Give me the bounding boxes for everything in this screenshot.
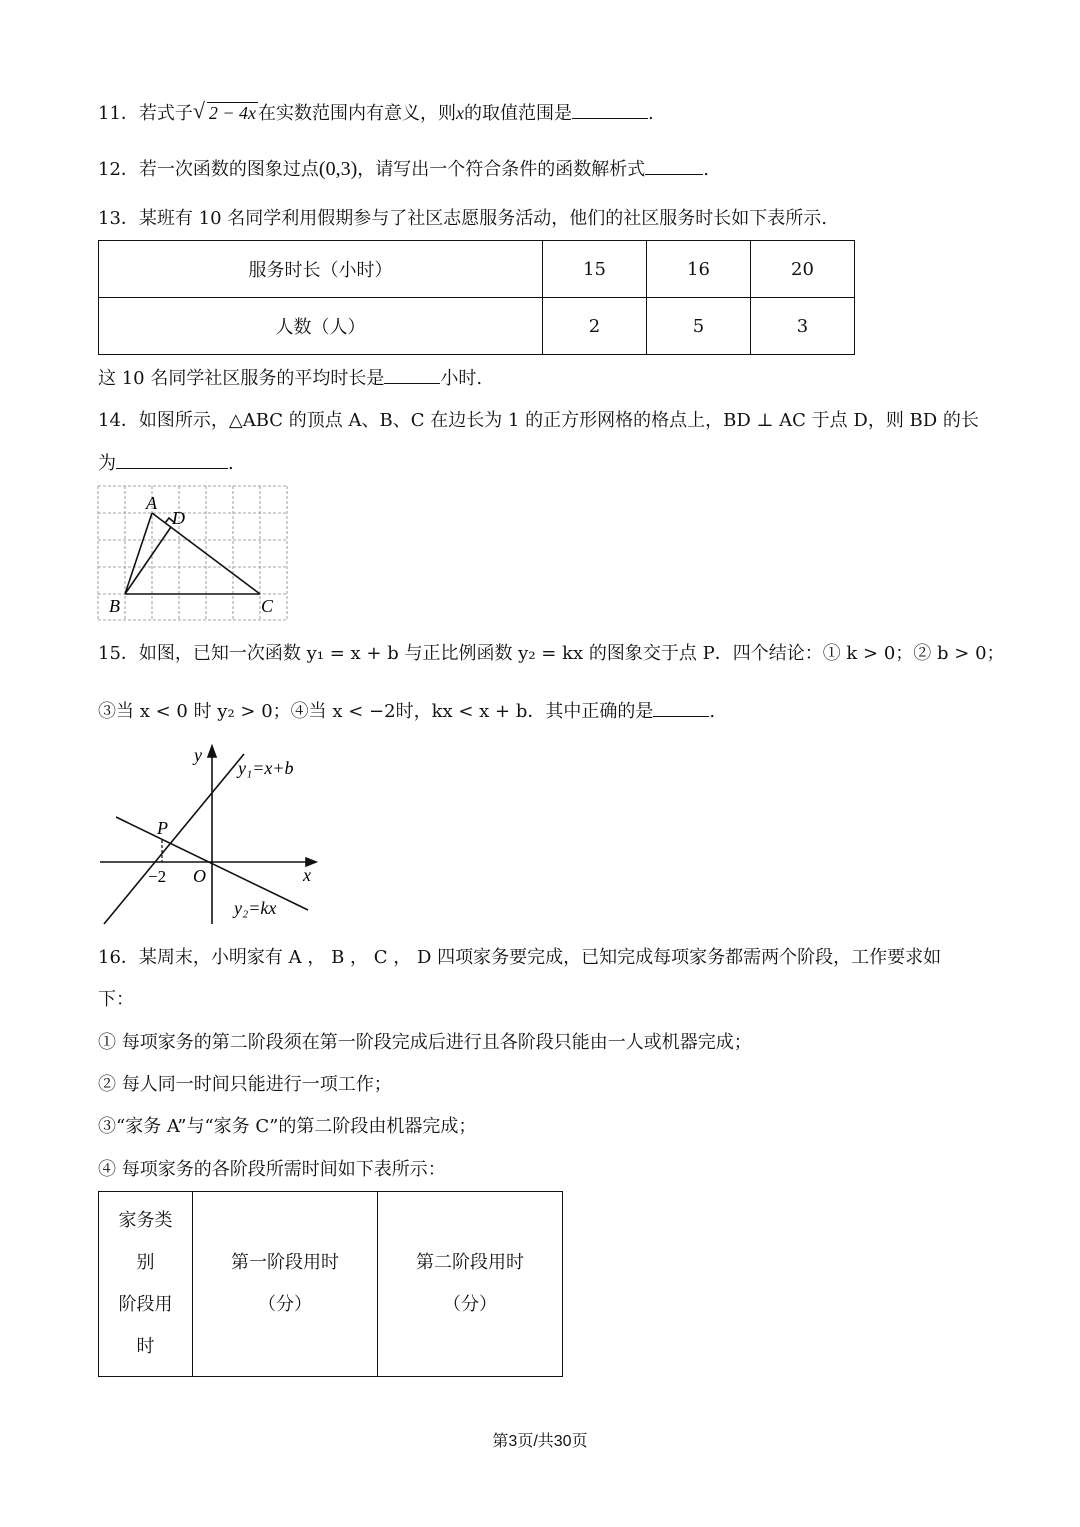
question-14-line2: 为 . bbox=[98, 450, 234, 477]
rule-item: ② 每人同一时间只能进行一项工作； bbox=[98, 1074, 392, 1095]
chores-table bbox=[98, 1191, 563, 1377]
answer-blank[interactable] bbox=[653, 698, 709, 717]
question-11: 11．若式子 √ 2 − 4x 在实数范围内有意义，则x的取值范围是 . bbox=[98, 98, 654, 124]
rule-item: ③“家务 A”与“家务 C”的第二阶段由机器完成； bbox=[98, 1116, 477, 1137]
question-16: 16．某周末，小明家有 A ， B ， C ， D 四项家务要完成，已知完成每项家务都需两个阶段，工作要求如 bbox=[98, 947, 942, 968]
segment-ab bbox=[125, 513, 152, 594]
table-cell: 20 bbox=[751, 241, 855, 298]
y-axis-arrow bbox=[208, 746, 216, 757]
answer-blank[interactable] bbox=[384, 365, 440, 384]
triangle-grid-figure bbox=[96, 484, 290, 624]
question-number: 15． bbox=[98, 643, 139, 664]
sqrt-expression: √ 2 − 4x bbox=[192, 98, 257, 123]
label-b: B bbox=[109, 596, 120, 616]
question-number: 13． bbox=[98, 208, 139, 229]
function-graph-figure bbox=[96, 742, 326, 928]
answer-blank[interactable] bbox=[645, 156, 703, 175]
answer-blank[interactable] bbox=[116, 450, 228, 469]
segment-bd bbox=[125, 527, 171, 594]
label-a: A bbox=[146, 493, 157, 513]
table-cell: 5 bbox=[647, 298, 751, 355]
table-header: 服务时长（小时） bbox=[99, 241, 543, 298]
line-y2-label: y₂=kx bbox=[234, 898, 277, 918]
table-header: 人数（人） bbox=[99, 298, 543, 355]
question-number: 11． bbox=[98, 103, 139, 124]
question-13: 13．某班有 10 名同学利用假期参与了社区志愿服务活动，他们的社区服务时长如下表所示. bbox=[98, 208, 827, 229]
line-y1 bbox=[104, 754, 244, 924]
question-14: 14．如图所示，△ABC 的顶点 A、B、C 在边长为 1 的正方形网格的格点上，BD ⊥ AC 于点 D，则 BD 的长 bbox=[98, 410, 979, 431]
question-15: 15．如图，已知一次函数 y₁ = x + b 与正比例函数 y₂ = kx 的图象交于点 P．四个结论：① k > 0；② b > 0； bbox=[98, 643, 1005, 664]
table-header: 第一阶段用时 （分） bbox=[193, 1192, 378, 1377]
label-d: D bbox=[172, 508, 185, 528]
line-y1-label: y₁=x+b bbox=[238, 758, 294, 778]
question-15-line2: ③当 x < 0 时 y₂ > 0；④当 x < −2时，kx < x + b．其中正确的是 . bbox=[98, 698, 715, 725]
question-12: 12．若一次函数的图象过点(0,3)，请写出一个符合条件的函数解析式 . bbox=[98, 158, 709, 180]
service-hours-table bbox=[98, 240, 855, 355]
point-p-label: P bbox=[157, 818, 168, 838]
answer-blank[interactable] bbox=[572, 100, 648, 119]
question-number: 16． bbox=[98, 947, 139, 968]
table-cell: 3 bbox=[751, 298, 855, 355]
rule-item: ④ 每项家务的各阶段所需时间如下表所示： bbox=[98, 1159, 446, 1180]
question-number: 14． bbox=[98, 410, 139, 431]
y-axis-label: y bbox=[194, 745, 202, 765]
question-16-line2: 下： bbox=[98, 989, 134, 1010]
origin-label: O bbox=[193, 866, 206, 886]
table-corner-header: 家务类 别 阶段用 时 bbox=[99, 1192, 193, 1377]
table-header: 第二阶段用时 （分） bbox=[378, 1192, 563, 1377]
rule-item: ① 每项家务的第二阶段须在第一阶段完成后进行且各阶段只能由一人或机器完成； bbox=[98, 1032, 752, 1053]
table-cell: 15 bbox=[543, 241, 647, 298]
tick-label: −2 bbox=[148, 867, 167, 886]
page-footer: 第3页/共30页 bbox=[492, 1433, 588, 1450]
table-cell: 2 bbox=[543, 298, 647, 355]
label-c: C bbox=[261, 596, 274, 616]
table-cell: 16 bbox=[647, 241, 751, 298]
x-axis-label: x bbox=[303, 865, 311, 885]
question-number: 12． bbox=[98, 159, 139, 180]
question-13-followup: 这 10 名同学社区服务的平均时长是 小时. bbox=[98, 365, 482, 392]
